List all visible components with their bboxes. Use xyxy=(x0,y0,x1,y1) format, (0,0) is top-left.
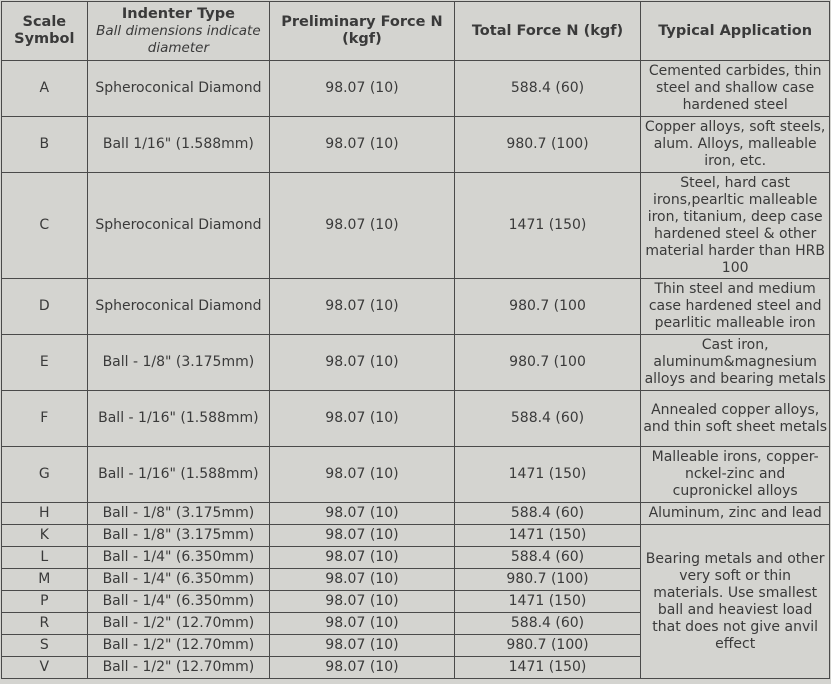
total-force-cell: 588.4 (60) xyxy=(454,613,641,635)
total-force-cell: 980.7 (100) xyxy=(454,635,641,657)
total-force-cell: 1471 (150) xyxy=(454,173,641,279)
scale-cell: C xyxy=(2,173,88,279)
prelim-force-cell: 98.07 (10) xyxy=(270,117,455,173)
prelim-force-cell: 98.07 (10) xyxy=(270,591,455,613)
application-cell: Annealed copper alloys, and thin soft sheet metals xyxy=(641,391,830,447)
indenter-cell: Ball - 1/2" (12.70mm) xyxy=(87,613,270,635)
scale-cell: V xyxy=(2,657,88,679)
prelim-force-cell: 98.07 (10) xyxy=(270,503,455,525)
prelim-force-cell: 98.07 (10) xyxy=(270,173,455,279)
prelim-force-cell: 98.07 (10) xyxy=(270,61,455,117)
total-force-cell: 1471 (150) xyxy=(454,525,641,547)
header-total-force: Total Force N (kgf) xyxy=(454,2,641,61)
table-row xyxy=(2,447,830,503)
indenter-cell: Spheroconical Diamond xyxy=(87,173,270,279)
table-row xyxy=(2,525,830,547)
scale-cell: K xyxy=(2,525,88,547)
header-typical-application: Typical Application xyxy=(641,2,830,61)
scale-cell: P xyxy=(2,591,88,613)
scale-cell: H xyxy=(2,503,88,525)
indenter-cell: Ball - 1/2" (12.70mm) xyxy=(87,657,270,679)
application-cell: Malleable irons, copper-nckel-zinc and cupronickel alloys xyxy=(641,447,830,503)
table-row xyxy=(2,61,830,117)
prelim-force-cell: 98.07 (10) xyxy=(270,335,455,391)
scale-cell: S xyxy=(2,635,88,657)
total-force-cell: 980.7 (100 xyxy=(454,335,641,391)
indenter-cell: Ball - 1/8" (3.175mm) xyxy=(87,503,270,525)
header-scale-symbol: Scale Symbol xyxy=(2,2,88,61)
scale-cell: R xyxy=(2,613,88,635)
header-preliminary-force: Preliminary Force N (kgf) xyxy=(270,2,455,61)
table-row xyxy=(2,335,830,391)
scale-cell: F xyxy=(2,391,88,447)
scale-cell: D xyxy=(2,279,88,335)
merged-application-cell: Bearing metals and other very soft or thin materials. Use smallest ball and heaviest load that does not give anvil effect xyxy=(641,525,830,679)
total-force-cell: 588.4 (60) xyxy=(454,503,641,525)
indenter-cell: Ball - 1/4" (6.350mm) xyxy=(87,591,270,613)
total-force-cell: 588.4 (60) xyxy=(454,547,641,569)
table-row xyxy=(2,391,830,447)
total-force-cell: 980.7 (100 xyxy=(454,279,641,335)
scale-cell: A xyxy=(2,61,88,117)
scale-cell: L xyxy=(2,547,88,569)
indenter-cell: Ball - 1/2" (12.70mm) xyxy=(87,635,270,657)
total-force-cell: 1471 (150) xyxy=(454,657,641,679)
rockwell-scale-table xyxy=(1,1,830,679)
prelim-force-cell: 98.07 (10) xyxy=(270,569,455,591)
prelim-force-cell: 98.07 (10) xyxy=(270,547,455,569)
indenter-cell: Ball - 1/8" (3.175mm) xyxy=(87,525,270,547)
prelim-force-cell: 98.07 (10) xyxy=(270,657,455,679)
application-cell: Steel, hard cast irons,pearltic malleable iron, titanium, deep case hardened steel & other material harder than HRB 100 xyxy=(641,173,830,279)
total-force-cell: 1471 (150) xyxy=(454,447,641,503)
scale-cell: E xyxy=(2,335,88,391)
table-row xyxy=(2,503,830,525)
indenter-cell: Spheroconical Diamond xyxy=(87,279,270,335)
total-force-cell: 980.7 (100) xyxy=(454,569,641,591)
table-row xyxy=(2,173,830,279)
indenter-cell: Spheroconical Diamond xyxy=(87,61,270,117)
header-indenter-type xyxy=(87,2,270,61)
indenter-cell: Ball - 1/16" (1.588mm) xyxy=(87,391,270,447)
prelim-force-cell: 98.07 (10) xyxy=(270,525,455,547)
application-cell: Copper alloys, soft steels, alum. Alloys, malleable iron, etc. xyxy=(641,117,830,173)
scale-cell: G xyxy=(2,447,88,503)
table-row xyxy=(2,117,830,173)
scale-cell: B xyxy=(2,117,88,173)
prelim-force-cell: 98.07 (10) xyxy=(270,279,455,335)
table-row xyxy=(2,279,830,335)
prelim-force-cell: 98.07 (10) xyxy=(270,613,455,635)
indenter-cell: Ball - 1/16" (1.588mm) xyxy=(87,447,270,503)
application-cell: Cast iron, aluminum&magnesium alloys and bearing metals xyxy=(641,335,830,391)
indenter-cell: Ball - 1/4" (6.350mm) xyxy=(87,547,270,569)
application-cell: Cemented carbides, thin steel and shallow case hardened steel xyxy=(641,61,830,117)
application-cell: Aluminum, zinc and lead xyxy=(641,503,830,525)
indenter-cell: Ball 1/16" (1.588mm) xyxy=(87,117,270,173)
prelim-force-cell: 98.07 (10) xyxy=(270,635,455,657)
total-force-cell: 1471 (150) xyxy=(454,591,641,613)
indenter-cell: Ball - 1/8" (3.175mm) xyxy=(87,335,270,391)
total-force-cell: 588.4 (60) xyxy=(454,61,641,117)
total-force-cell: 980.7 (100) xyxy=(454,117,641,173)
prelim-force-cell: 98.07 (10) xyxy=(270,447,455,503)
header-indenter-title: Indenter Type xyxy=(121,5,235,22)
scale-cell: M xyxy=(2,569,88,591)
prelim-force-cell: 98.07 (10) xyxy=(270,391,455,447)
indenter-cell: Ball - 1/4" (6.350mm) xyxy=(87,569,270,591)
header-indenter-subtitle: Ball dimensions indicate diameter xyxy=(96,22,261,56)
application-cell: Thin steel and medium case hardened steel and pearlitic malleable iron xyxy=(641,279,830,335)
total-force-cell: 588.4 (60) xyxy=(454,391,641,447)
